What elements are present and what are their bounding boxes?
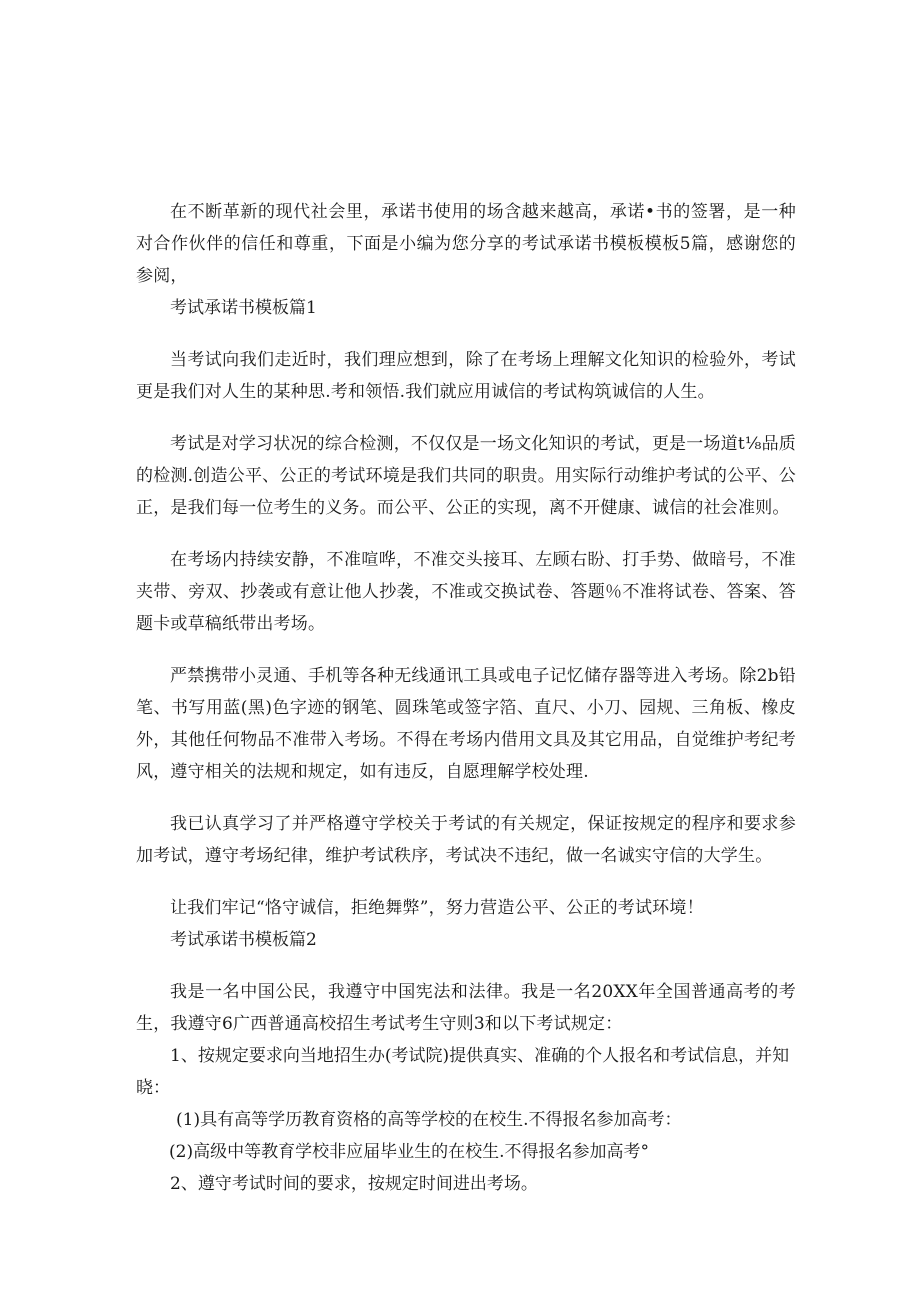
section-2-heading: 考试承诺书模板篇2 bbox=[170, 930, 317, 950]
section-1-paragraph-5: 我已认真学习了并严格遵守学校关于考试的有关规定，保证按规定的程序和要求参加考试，遵守考场纪律，维护考试秩序，考试决不违纪，做一名诚实守信的大学生。 bbox=[136, 814, 796, 866]
section-1-paragraph-6: 让我们牢记“恪守诚信，拒绝舞弊”，努力营造公平、公正的考试环境！ bbox=[170, 898, 704, 918]
section-2-item-1: 1、按规定要求向当地招生办(考试院)提供真实、准确的个人报名和考试信息，并知晓： bbox=[136, 1046, 790, 1098]
section-1-paragraph-4: 严禁携带小灵通、手机等各种无线通讯工具或电子记忆储存器等进入考场。除2b铅笔、书写用蓝(黑)色字迹的钢笔、圆珠笔或签字箔、直尺、小刀、园规、三角板、橡皮外，其他任何物品不准带入考场。不得在考场内借用文具及其它用品，自觉维护考纪考风，遵守相关的法规和规定，如有违反，自愿理解学校处理. bbox=[136, 666, 796, 782]
intro-paragraph: 在不断革新的现代社会里，承诺书使用的场含越来越高，承诺•书的签署，是一种对合作伙伴的信任和尊重，下面是小编为您分享的考试承诺书模板模板5篇，感谢您的参阅， bbox=[136, 202, 796, 286]
section-1-paragraph-2: 考试是对学习状况的综合检测，不仅仅是一场文化知识的考试，更是一场道t⅛品质的检测.创造公平、公正的考试环境是我们共同的职贵。用实际行动维护考试的公平、公正，是我们每一位考生的义务。而公平、公正的实现，离不开健康、诚信的社会准则。 bbox=[136, 434, 796, 518]
document-body bbox=[136, 196, 796, 1200]
section-1-heading: 考试承诺书模板篇1 bbox=[170, 298, 317, 318]
section-2-paragraph-1: 我是一名中国公民，我遵守中国宪法和法律。我是一名20XX年全国普通高考的考生，我遵守6广西普通高校招生考试考生守则3和以下考试规定： bbox=[136, 982, 796, 1034]
section-1-paragraph-1: 当考试向我们走近时，我们理应想到，除了在考场上理解文化知识的检验外，考试更是我们对人生的某种思.考和领悟.我们就应用诚信的考试构筑诚信的人生。 bbox=[136, 350, 796, 402]
section-2-item-2: 2、遵守考试时间的要求，按规定时间进出考场。 bbox=[170, 1174, 538, 1194]
section-1-paragraph-3: 在考场内持续安静，不准喧哗，不准交头接耳、左顾右盼、打手势、做暗号，不准夹带、旁双、抄袭或有意让他人抄袭，不准或交换试卷、答题％不准将试卷、答案、答题卡或草稿纸带出考场。 bbox=[136, 550, 796, 634]
section-2-sub-item-1: (1)具有高等学历教育资格的高等学校的在校生.不得报名参加高考： bbox=[176, 1110, 682, 1130]
section-2-sub-item-2: (2)高级中等教育学校非应届毕业生的在校生.不得报名参加高考° bbox=[169, 1142, 649, 1162]
